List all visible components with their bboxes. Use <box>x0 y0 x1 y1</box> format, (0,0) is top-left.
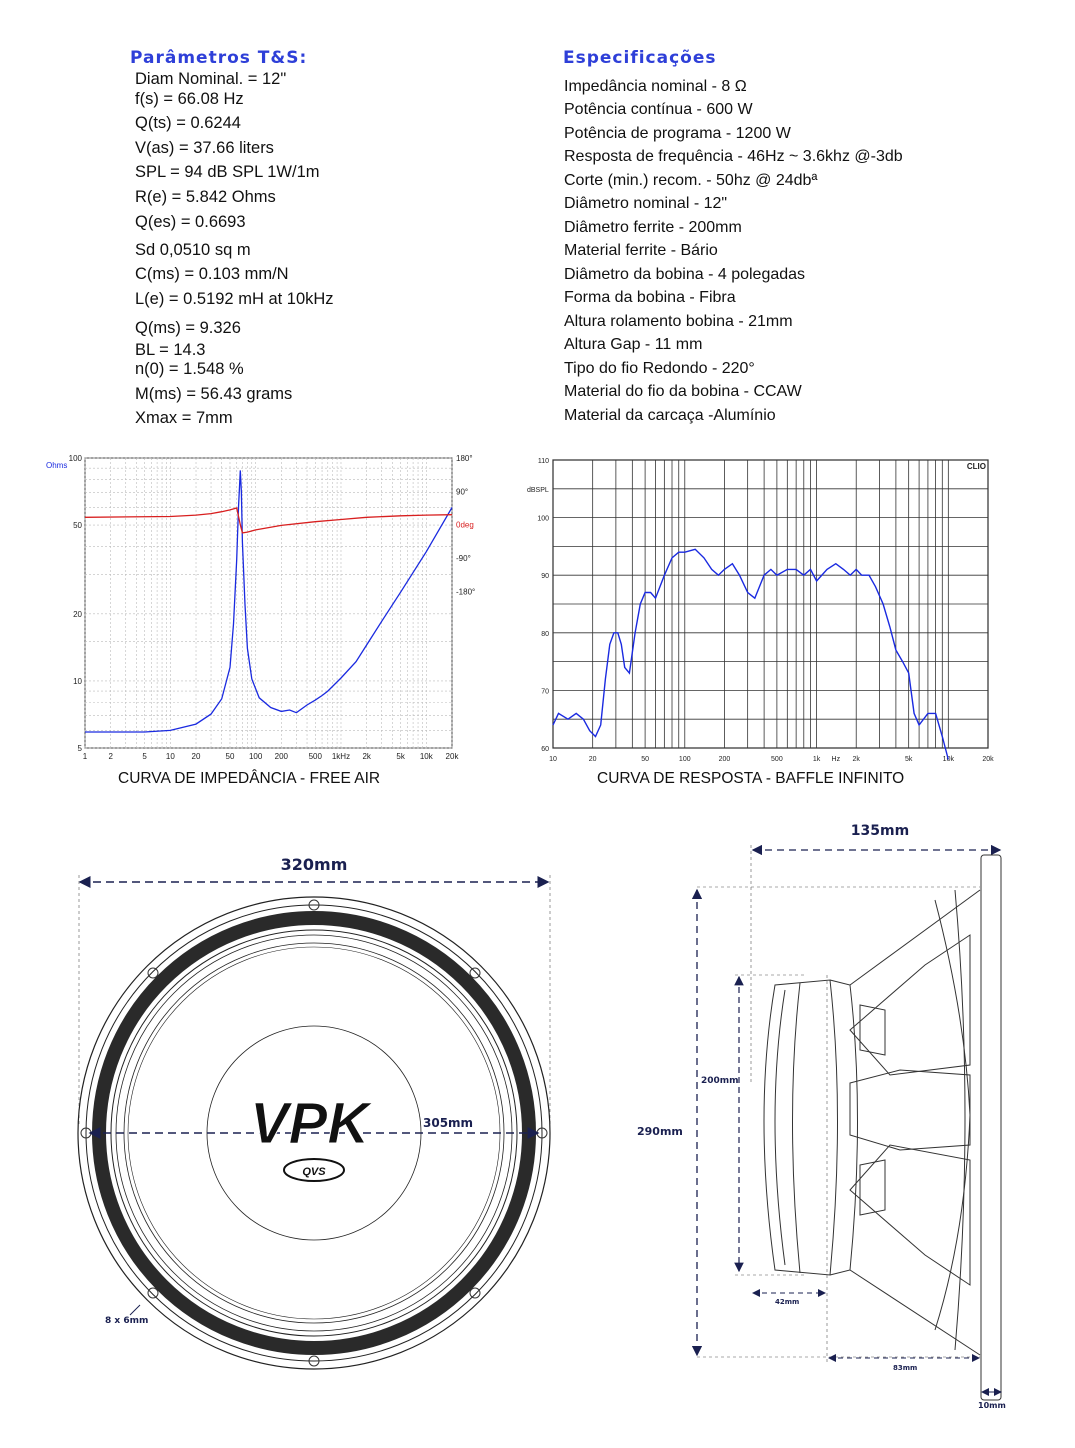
x-tick-label: 10 <box>549 756 557 763</box>
ts-item: Xmax = 7mm <box>135 409 233 427</box>
y-tick-label: 100 <box>68 454 82 463</box>
brand-logo: VPK <box>250 1091 370 1156</box>
flange-dimension-label: 10mm <box>978 1401 1006 1410</box>
x-tick-label: 500 <box>308 752 322 761</box>
x-tick-label: 1 <box>82 752 88 761</box>
magnet-dimension <box>701 975 805 1275</box>
x-tick-label: 50 <box>225 752 235 761</box>
spec-item: Potência contínua - 600 W <box>564 101 753 118</box>
spec-item: Material ferrite - Bário <box>564 242 718 259</box>
y2-tick-label: 0deg <box>456 520 474 530</box>
ts-item: Q(es) = 0.6693 <box>135 213 246 231</box>
spec-item: Resposta de frequência - 46Hz ~ 3.6khz @-3db <box>564 148 903 165</box>
x-tick-label: 20k <box>982 756 994 763</box>
x-tick-label: 10 <box>165 752 175 761</box>
x-tick-label: 5k <box>396 752 405 761</box>
ts-item: SPL = 94 dB SPL 1W/1m <box>135 163 320 181</box>
ts-item: Diam Nominal. = 12" <box>135 70 287 88</box>
x-tick-label: 2 <box>108 752 113 761</box>
x-tick-label: 200 <box>274 752 289 761</box>
spec-item: Corte (min.) recom. - 50hz @ 24dbª <box>564 172 818 189</box>
ts-heading: Parâmetros T&S: <box>130 48 308 68</box>
x-tick-label: 2k <box>852 756 860 763</box>
response-caption: CURVA DE RESPOSTA - BAFFLE INFINITO <box>597 770 905 787</box>
ts-item: Q(ts) = 0.6244 <box>135 114 241 132</box>
speaker-side-outline <box>764 855 1001 1400</box>
magnet-depth-label: 42mm <box>775 1298 800 1306</box>
y2-tick-label: 180° <box>456 454 473 463</box>
x-tick-label: 200 <box>718 756 731 763</box>
y-tick-label: 10 <box>73 676 82 686</box>
depth-dimension <box>751 823 1000 1085</box>
ts-item: C(ms) = 0.103 mm/N <box>135 265 289 283</box>
ts-item: V(as) = 37.66 liters <box>135 139 274 157</box>
overall-dimension-label: 320mm <box>280 855 348 874</box>
basket-depth-dimension <box>829 1358 979 1372</box>
side-view-drawing <box>635 815 1055 1415</box>
spec-item: Material do fio da bobina - CCAW <box>564 383 802 400</box>
specs-heading: Especificações <box>563 48 717 68</box>
ts-item: L(e) = 0.5192 mH at 10kHz <box>135 290 334 308</box>
response-chart <box>525 450 995 770</box>
x-tick-label: 1kHz <box>331 752 351 761</box>
x-tick-label: 20 <box>191 752 201 761</box>
spec-item: Altura Gap - 11 mm <box>564 336 703 353</box>
x-tick-label: 100 <box>678 756 691 763</box>
front-view-drawing <box>60 845 580 1385</box>
holes-annotation <box>105 1305 148 1326</box>
x-tick-label: 1k <box>812 756 821 763</box>
x-tick-label: 2k <box>362 752 371 761</box>
ts-item: f(s) = 66.08 Hz <box>135 90 244 108</box>
x-tick-label: 10k <box>942 756 954 763</box>
impedance-caption: CURVA DE IMPEDÂNCIA - FREE AIR <box>118 770 381 787</box>
y-tick-label: 110 <box>537 458 549 465</box>
ts-item: Sd 0,0510 sq m <box>135 241 251 259</box>
y-tick-label: 100 <box>537 515 549 523</box>
basket-depth-label: 83mm <box>893 1364 918 1372</box>
spec-item: Forma da bobina - Fibra <box>564 289 736 306</box>
ts-item: n(0) = 1.548 % <box>135 360 244 378</box>
svg-text:QVS: QVS <box>302 1166 326 1178</box>
y-tick-label: 90 <box>541 573 549 581</box>
magnet-depth-dimension <box>753 975 827 1363</box>
spec-item: Material da carcaça -Alumínio <box>564 407 776 424</box>
x-tick-label: 100 <box>248 752 263 761</box>
y-tick-label: 50 <box>73 521 82 531</box>
cone-dimension-label: 305mm <box>423 1116 474 1130</box>
ts-item: BL = 14.3 <box>135 341 206 359</box>
spec-item: Diâmetro ferrite - 200mm <box>564 219 742 236</box>
y-tick-label: 60 <box>541 746 549 753</box>
ts-item: M(ms) = 56.43 grams <box>135 385 293 403</box>
ts-item: R(e) = 5.842 Ohms <box>135 188 276 206</box>
height-dimension-label: 290mm <box>637 1125 683 1138</box>
spec-item: Impedância nominal - 8 Ω <box>564 78 747 95</box>
spec-item: Diâmetro nominal - 12" <box>564 195 728 212</box>
y2-tick-label: -90° <box>456 554 471 564</box>
flange-dimension <box>978 1392 1006 1410</box>
spec-item: Altura rolamento bobina - 21mm <box>564 313 793 330</box>
ts-item: Q(ms) = 9.326 <box>135 319 241 337</box>
svg-text:8 x 6mm: 8 x 6mm <box>105 1316 149 1326</box>
x-tick-label: Hz <box>831 756 841 763</box>
magnet-dimension-label: 200mm <box>701 1076 739 1086</box>
y-tick-label: 5 <box>77 744 82 753</box>
x-tick-label: 10k <box>419 752 433 761</box>
plot-area <box>85 458 452 748</box>
brand-label: CLIO <box>966 462 986 471</box>
x-tick-label: 500 <box>771 756 783 763</box>
y-axis-label: dBSPL <box>527 486 549 494</box>
y-axis-label: Ohms <box>46 461 68 470</box>
spec-item: Potência de programa - 1200 W <box>564 125 791 142</box>
spec-item: Tipo do fio Redondo - 220° <box>564 360 755 377</box>
x-tick-label: 20 <box>588 756 597 763</box>
y-tick-label: 20 <box>73 609 82 619</box>
y-tick-label: 80 <box>541 630 549 638</box>
y2-tick-label: 90° <box>456 487 469 497</box>
y-tick-label: 70 <box>541 688 549 696</box>
impedance-chart <box>40 450 480 770</box>
x-tick-label: 50 <box>641 756 650 763</box>
sub-logo <box>284 1159 344 1181</box>
y2-tick-label: -180° <box>456 587 476 597</box>
depth-dimension-label: 135mm <box>850 823 910 839</box>
x-tick-label: 20k <box>445 752 459 761</box>
spec-item: Diâmetro da bobina - 4 polegadas <box>564 266 806 283</box>
height-dimension <box>637 887 980 1357</box>
x-tick-label: 5k <box>904 756 913 763</box>
x-tick-label: 5 <box>142 752 147 761</box>
